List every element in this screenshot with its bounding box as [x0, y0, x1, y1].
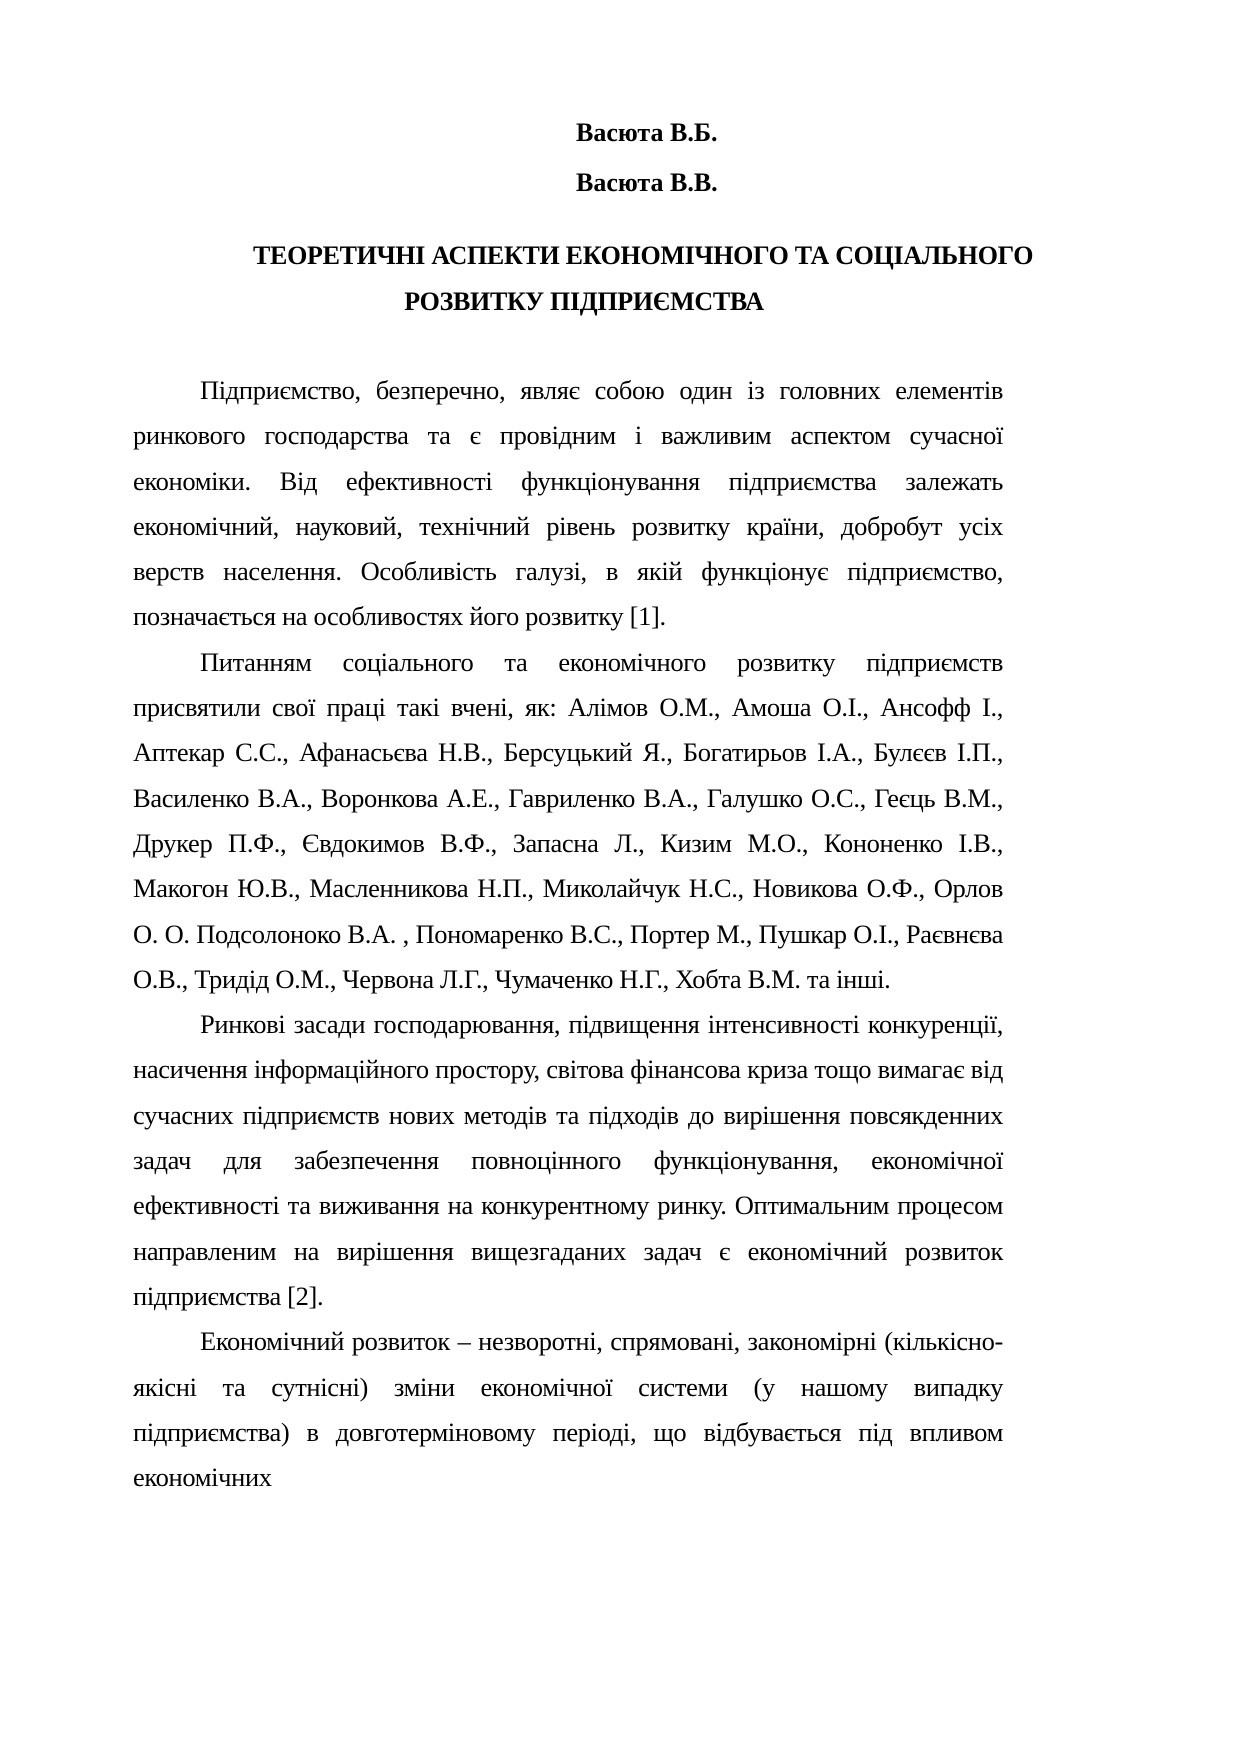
author-name: Васюта В.Б.	[576, 118, 718, 147]
body-paragraph: Питанням соціального та економічного розвитку підприємств присвятили свої праці такі вчені, як: Алімов О.М., Амоша О.І., Ансофф І., Аптекар С.С., Афанасьєва Н.В., Берсуцький Я., Богатирьов І.А., Булєєв І.П., Василенко В.А., Воронкова А.Е., Гавриленко В.А., Галушко О.С., Геєць В.М., Друкер П.Ф., Євдокимов В.Ф., Запасна Л., Кизим М.О., Кононенко І.В., Макогон Ю.В., Масленникова Н.П., Миколайчук Н.С., Новикова О.Ф., Орлов О. О. Подсолоноко В.А. , Пономаренко В.С., Портер М., Пушкар О.І., Раєвнєва О.В., Тридід О.М., Червона Л.Г., Чумаченко Н.Г., Хобта В.М. та інші.	[133, 646, 1003, 994]
body-paragraph: Економічний розвиток – незворотні, спрямовані, закономірні (кількісно-якісні та сутнісні) зміни економічної системи (у нашому випадку підприємства) в довготерміновому періоді, що відбувається під впливом економічних	[133, 1326, 1003, 1493]
paper-body	[133, 368, 1003, 1500]
author-list	[133, 108, 1003, 208]
body-paragraph: Підприємство, безперечно, являє собою один із головних елементів ринкового господарства та є провідним і важливим аспектом сучасної економіки. Від ефективності функціонування підприємства залежать економічний, науковий, технічний рівень розвитку країни, добробут усіх верств населення. Особливість галузі, в якій функціонує підприємство, позначається на особливостях його розвитку [1].	[133, 375, 1003, 632]
paper-title-line: РОЗВИТКУ ПІДПРИЄМСТВА	[404, 287, 764, 316]
paper-title	[133, 233, 1034, 325]
paper-title-line: ТЕОРЕТИЧНІ АСПЕКТИ ЕКОНОМІЧНОГО ТА СОЦІАЛЬНОГО	[253, 241, 1034, 270]
body-paragraph: Ринкові засади господарювання, підвищення інтенсивності конкуренції, насичення інформаційного простору, світова фінансова криза тощо вимагає від сучасних підприємств нових методів та підходів до вирішення повсякденних задач для забезпечення повноцінного функціонування, економічної ефективності та виживання на конкурентному ринку. Оптимальним процесом направленим на вирішення вищезгаданих задач є економічний розвиток підприємства [2].	[133, 1009, 1003, 1311]
author-name: Васюта В.В.	[576, 168, 718, 197]
